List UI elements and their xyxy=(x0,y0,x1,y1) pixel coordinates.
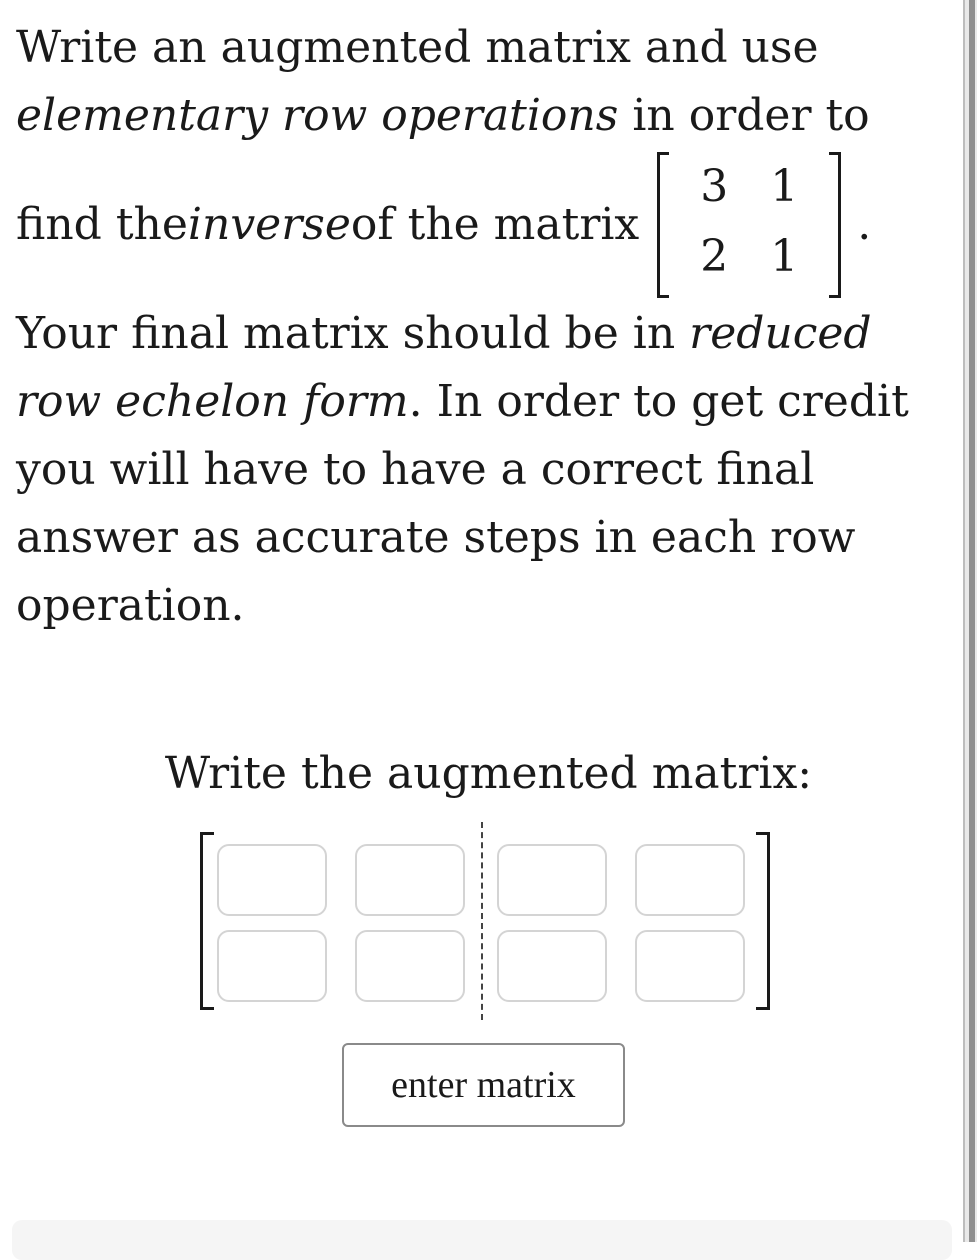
augment-divider xyxy=(481,822,483,1020)
scrollbar[interactable] xyxy=(963,0,977,1242)
matrix-cell-r2-c3[interactable] xyxy=(497,930,607,1002)
matrix-cell-r2-c2[interactable] xyxy=(355,930,465,1002)
scrollbar-thumb[interactable] xyxy=(969,0,975,1242)
question-line-5 xyxy=(16,368,946,436)
enter-matrix-button[interactable]: enter matrix xyxy=(342,1043,625,1127)
matrix-cell-r1-c3[interactable] xyxy=(497,844,607,916)
emphasis-inverse: inverse xyxy=(187,199,351,250)
question-line-4-pre: Your final matrix should be in xyxy=(16,308,690,359)
matrix-cell-r2-c1[interactable] xyxy=(217,930,327,1002)
given-matrix-cell: 2 xyxy=(700,231,729,282)
right-bracket xyxy=(829,152,841,298)
question-line-1: Write an augmented matrix and use xyxy=(16,22,819,73)
augmented-matrix-input xyxy=(200,832,770,1012)
question-line-3-pre: find the xyxy=(16,199,188,250)
question-line-6: you will have to have a correct final xyxy=(16,444,815,495)
question-line-5-rest: . In order to get credit xyxy=(408,376,909,427)
question-text xyxy=(16,14,946,640)
emphasis-reduced: reduced xyxy=(689,308,872,359)
given-matrix-cell: 3 xyxy=(700,161,729,212)
matrix-cell-r1-c2[interactable] xyxy=(355,844,465,916)
question-line-4 xyxy=(16,300,946,368)
augmented-matrix-heading: Write the augmented matrix: xyxy=(164,748,813,799)
question-line-7: answer as accurate steps in each row xyxy=(16,512,856,563)
given-matrix-grid xyxy=(669,152,829,298)
bottom-panel xyxy=(12,1220,952,1260)
matrix-cell-r1-c4[interactable] xyxy=(635,844,745,916)
augmented-left-bracket xyxy=(200,832,214,1010)
emphasis-row-echelon-form: row echelon form xyxy=(16,376,409,427)
sentence-period: . xyxy=(857,199,872,250)
question-line-2 xyxy=(16,82,946,150)
question-line-3 xyxy=(16,150,946,300)
emphasis-elementary-row-operations: elementary row operations xyxy=(16,90,619,141)
question-line-8: operation. xyxy=(16,580,245,631)
given-matrix-cell: 1 xyxy=(770,231,799,282)
question-line-2-rest: in order to xyxy=(618,90,870,141)
given-matrix xyxy=(657,152,841,298)
augmented-right-bracket xyxy=(756,832,770,1010)
matrix-cell-r2-c4[interactable] xyxy=(635,930,745,1002)
left-bracket xyxy=(657,152,669,298)
question-line-3-post: of the matrix xyxy=(350,199,640,250)
matrix-cell-r1-c1[interactable] xyxy=(217,844,327,916)
given-matrix-cell: 1 xyxy=(770,161,799,212)
